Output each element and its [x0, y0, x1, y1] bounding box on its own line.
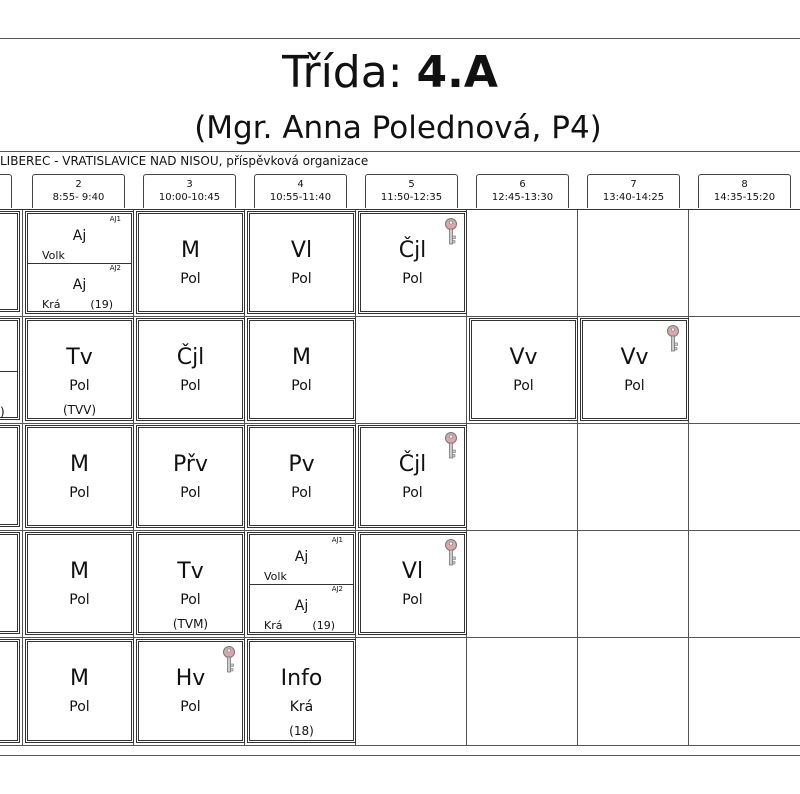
room: (TVV): [62, 403, 97, 417]
teacher: Pol: [69, 592, 90, 608]
teacher: Volk: [42, 249, 65, 262]
subject: M: [70, 666, 89, 691]
grid-column-line: [22, 209, 23, 745]
lesson-cell[interactable]: [136, 425, 245, 528]
lesson-cell[interactable]: [247, 318, 356, 421]
lesson-cell[interactable]: [136, 211, 245, 314]
lesson-cell[interactable]: [358, 425, 467, 528]
subject: Aj: [294, 549, 309, 565]
teacher: Pol: [402, 485, 423, 501]
period-number: 5: [408, 179, 415, 190]
grid-row-line: [0, 423, 800, 424]
period-time: 8:55- 9:40: [52, 192, 105, 203]
period-time: 14:35-15:20: [713, 192, 776, 203]
key-icon: [444, 218, 458, 246]
lesson-cell[interactable]: [25, 639, 134, 743]
teacher: Krá: [289, 699, 314, 715]
lesson-cell[interactable]: [247, 532, 356, 635]
subject: Aj: [72, 276, 87, 293]
grid-column-line: [688, 209, 689, 745]
partial-room: ): [0, 405, 5, 419]
partial-cell: [0, 425, 20, 527]
teacher: Volk: [264, 570, 287, 583]
subject: M: [181, 238, 200, 263]
lesson-cell[interactable]: [358, 532, 467, 635]
teacher: Pol: [180, 592, 201, 608]
lesson-group-bottom: [250, 584, 353, 633]
room: (18): [289, 724, 314, 738]
subject: Hv: [175, 666, 206, 691]
subject: Pv: [288, 452, 315, 477]
lesson-cell[interactable]: [25, 425, 134, 528]
period-time: 10:55-11:40: [269, 192, 332, 203]
lesson-cell[interactable]: [247, 211, 356, 314]
teacher: Pol: [69, 699, 90, 715]
teacher-line: (Mgr. Anna Polednová, P4): [194, 110, 602, 146]
lesson-cell[interactable]: [580, 318, 689, 421]
partial-cell: [0, 211, 20, 312]
teacher: Pol: [402, 592, 423, 608]
teacher: Pol: [69, 378, 90, 394]
period-time: 10:00-10:45: [158, 192, 221, 203]
class-label: Třída:: [282, 47, 403, 98]
grid-row-line: [0, 745, 800, 746]
period-header-8: [698, 174, 791, 208]
period-header-4: [254, 174, 347, 208]
lesson-cell[interactable]: [136, 639, 245, 743]
subject: Přv: [173, 452, 208, 477]
period-number: 2: [75, 179, 82, 190]
key-icon: [222, 646, 236, 674]
period-time: 12:45-13:30: [491, 192, 554, 203]
subject: Čjl: [398, 238, 427, 263]
period-header-6: [476, 174, 569, 208]
group-label: AJ2: [109, 263, 121, 272]
teacher: Pol: [180, 699, 201, 715]
subject: Aj: [72, 228, 87, 244]
subject: Vl: [401, 559, 424, 584]
period-header-2: [32, 174, 125, 208]
key-icon: [666, 325, 680, 353]
lesson-group-bottom: [28, 263, 131, 312]
teacher: Pol: [69, 485, 90, 501]
period-time: 11:50-12:35: [380, 192, 443, 203]
key-icon: [444, 539, 458, 567]
room: (TVM): [172, 617, 209, 631]
period-time: 13:40-14:25: [602, 192, 665, 203]
grid-row-line: [0, 637, 800, 638]
partial-cell: [0, 318, 20, 420]
class-name: 4.A: [416, 47, 498, 98]
subject: Vv: [620, 345, 649, 370]
room: (19): [312, 618, 335, 632]
grid-row-line: [0, 209, 800, 210]
period-number: 6: [519, 179, 526, 190]
subject: Aj: [294, 597, 309, 614]
subject: Čjl: [176, 345, 205, 370]
grid-row-line: [0, 530, 800, 531]
subject: M: [292, 345, 311, 370]
teacher: Pol: [180, 485, 201, 501]
teacher: Pol: [624, 378, 645, 394]
teacher: Pol: [291, 378, 312, 394]
teacher: Krá: [264, 618, 283, 632]
teacher: Pol: [402, 271, 423, 287]
subject: Vv: [509, 345, 538, 370]
subject: M: [70, 559, 89, 584]
header-rule: [0, 151, 800, 152]
school-name: LIBEREC - VRATISLAVICE NAD NISOU, příspěvková organizace: [0, 154, 369, 168]
teacher: Krá: [42, 297, 61, 311]
subject: Info: [280, 666, 323, 691]
teacher: Pol: [180, 378, 201, 394]
lesson-group-top: [28, 214, 131, 264]
period-number: 3: [186, 179, 193, 190]
period-header-7: [587, 174, 680, 208]
partial-cell: [0, 532, 20, 634]
teacher: Pol: [180, 271, 201, 287]
period-number: 8: [741, 179, 748, 190]
key-icon: [444, 432, 458, 460]
period-header-partial: [0, 174, 12, 208]
teacher: Pol: [291, 485, 312, 501]
room: (19): [90, 297, 113, 311]
period-number: 4: [297, 179, 304, 190]
lesson-cell[interactable]: [25, 211, 134, 314]
subject: M: [70, 452, 89, 477]
group-label: AJ2: [331, 584, 343, 593]
period-number: 7: [630, 179, 637, 190]
lesson-cell[interactable]: [358, 211, 467, 314]
grid-row-line: [0, 755, 800, 756]
lesson-group-top: [250, 535, 353, 585]
group-label: AJ1: [331, 536, 343, 544]
lesson-cell[interactable]: [25, 532, 134, 635]
period-header-3: [143, 174, 236, 208]
page-title: [0, 44, 780, 102]
subject: Čjl: [398, 452, 427, 477]
subject: Vl: [290, 238, 313, 263]
group-label: AJ1: [109, 215, 121, 223]
lesson-cell[interactable]: [136, 318, 245, 421]
teacher: Pol: [513, 378, 534, 394]
lesson-cell[interactable]: [247, 639, 356, 743]
lesson-cell[interactable]: [136, 532, 245, 635]
grid-row-line: [0, 316, 800, 317]
grid-column-line: [577, 209, 578, 745]
top-rule: [0, 38, 800, 39]
subject: Tv: [177, 559, 204, 584]
subject: Tv: [66, 345, 93, 370]
period-header-5: [365, 174, 458, 208]
lesson-cell[interactable]: [25, 318, 134, 421]
teacher: Pol: [291, 271, 312, 287]
lesson-cell[interactable]: [469, 318, 578, 421]
partial-cell: [0, 639, 20, 743]
lesson-cell[interactable]: [247, 425, 356, 528]
